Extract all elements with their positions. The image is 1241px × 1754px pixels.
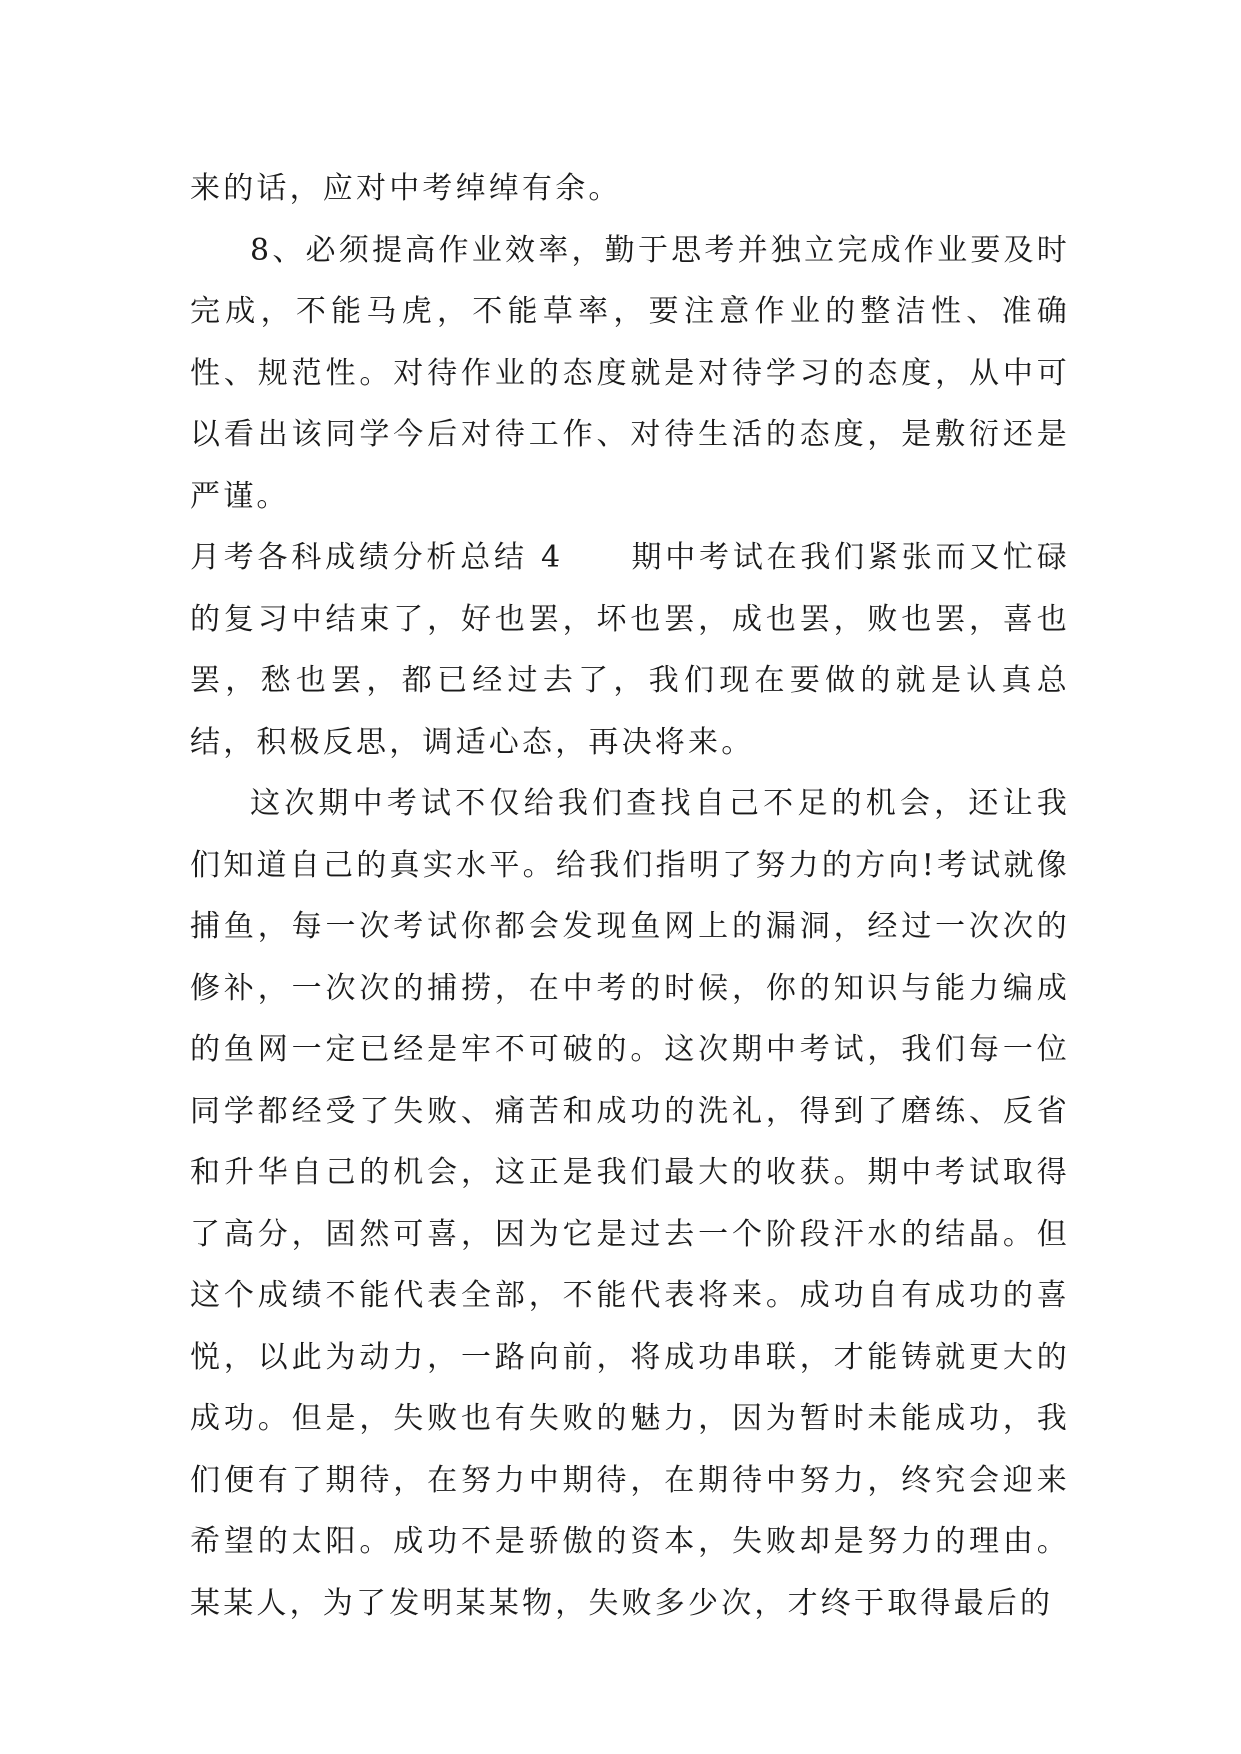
paragraph-2: 8、必须提高作业效率，勤于思考并独立完成作业要及时完成，不能马虎，不能草率，要注意作业的整洁性、准确性、规范性。对待作业的态度就是对待学习的态度，从中可以看出该同学今后对待工作、对待生活的态度，是敷衍还是严谨。 [190, 232, 1070, 514]
section-heading: 月考各科成绩分析总结 4 [190, 540, 564, 575]
paragraph-3-text: 期中考试在我们紧张而又忙碌的复习中结束了，好也罢，坏也罢，成也罢，败也罢，喜也罢，愁也罢，都已经过去了，我们现在要做的就是认真总结，积极反思，调适心态，再决将来。 [190, 540, 1071, 760]
paragraph-3 [190, 527, 1070, 773]
paragraph-1: 来的话，应对中考绰绰有余。 [190, 171, 622, 206]
document-body [190, 158, 1070, 1634]
heading-spacer [563, 540, 631, 575]
paragraph-4: 这次期中考试不仅给我们查找自己不足的机会，还让我们知道自己的真实水平。给我们指明了努力的方向!考试就像捕鱼，每一次考试你都会发现鱼网上的漏洞，经过一次次的修补，一次次的捕捞，在中考的时候，你的知识与能力编成的鱼网一定已经是牢不可破的。这次期中考试，我们每一位同学都经受了失败、痛苦和成功的洗礼，得到了磨练、反省和升华自己的机会，这正是我们最大的收获。期中考试取得了高分，固然可喜，因为它是过去一个阶段汗水的结晶。但这个成绩不能代表全部，不能代表将来。成功自有成功的喜悦，以此为动力，一路向前，将成功串联，才能铸就更大的成功。但是，失败也有失败的魅力，因为暂时未能成功，我们便有了期待，在努力中期待，在期待中努力，终究会迎来希望的太阳。成功不是骄傲的资本，失败却是努力的理由。某某人，为了发明某某物，失败多少次，才终于取得最后的 [190, 786, 1070, 1621]
